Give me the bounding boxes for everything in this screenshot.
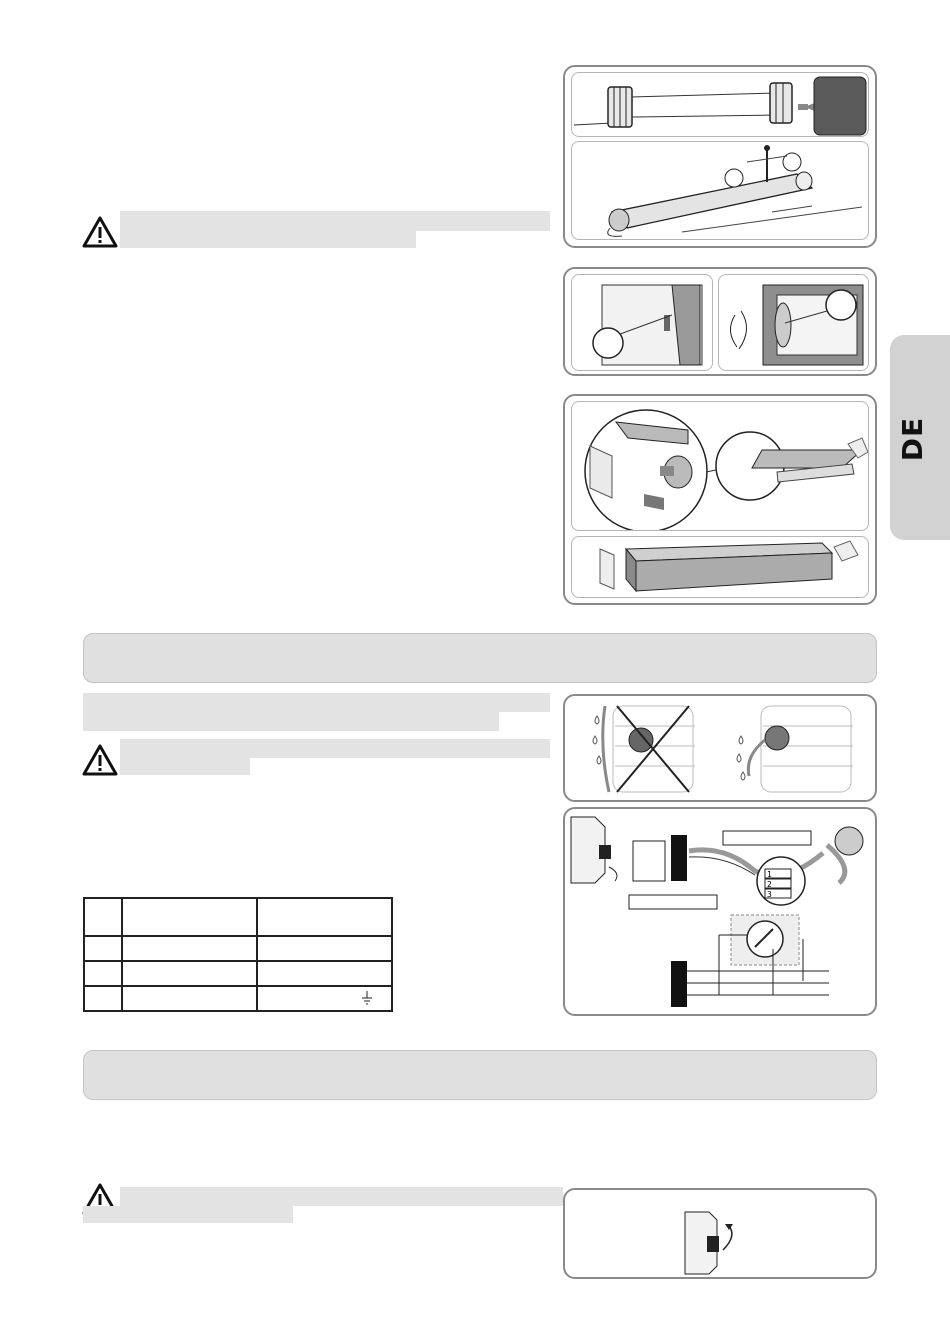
- text-bar: [120, 211, 550, 231]
- table-cell: [122, 961, 257, 986]
- ground-symbol-icon: [361, 991, 373, 1005]
- figure-box-left: [571, 274, 713, 371]
- table-cell-number: [84, 936, 122, 961]
- wiring-table: [83, 897, 393, 1012]
- terminal-label: 3: [767, 890, 772, 899]
- section-heading-bar: [83, 1050, 877, 1100]
- table-row: [84, 936, 392, 961]
- warning-triangle-icon: [82, 216, 118, 248]
- text-bar: [120, 758, 250, 775]
- figure-cassette-assembled: [571, 536, 869, 598]
- figure-mounting: [563, 267, 877, 376]
- text-bar: [120, 231, 416, 248]
- warning-triangle-icon: [82, 744, 118, 776]
- text-bar: [83, 693, 550, 712]
- figure-tube-fixing: [571, 141, 869, 240]
- table-header-cell: [84, 898, 122, 936]
- figure-cassette: [563, 394, 877, 605]
- table-cell: [122, 936, 257, 961]
- table-row: [84, 986, 392, 1011]
- terminal-label: 2: [767, 880, 772, 889]
- section-heading-bar: [83, 633, 877, 683]
- table-header-cell: [257, 898, 392, 936]
- figure-box-right: [718, 274, 869, 371]
- table-header-cell: [122, 898, 257, 936]
- terminal-label: 1: [767, 870, 772, 879]
- figure-wiring-diagram: [563, 807, 877, 1016]
- figure-tube-insert: [571, 72, 869, 137]
- table-header-row: [84, 898, 392, 936]
- figure-cassette-exploded: [571, 401, 869, 531]
- table-cell-number: [84, 986, 122, 1011]
- table-cell: [257, 936, 392, 961]
- text-bar: [120, 739, 550, 758]
- figure-drip-loop: [563, 694, 877, 802]
- table-cell: [257, 986, 392, 1011]
- text-bar: [83, 712, 499, 731]
- table-row: [84, 961, 392, 986]
- table-cell: [122, 986, 257, 1011]
- text-bar: [83, 1206, 293, 1223]
- table-cell: [257, 961, 392, 986]
- table-cell-number: [84, 961, 122, 986]
- figure-tube-assembly: [563, 65, 877, 248]
- text-bar: [120, 1187, 563, 1206]
- language-tab-label: DE: [896, 416, 929, 462]
- figure-breaker-on: [563, 1188, 877, 1279]
